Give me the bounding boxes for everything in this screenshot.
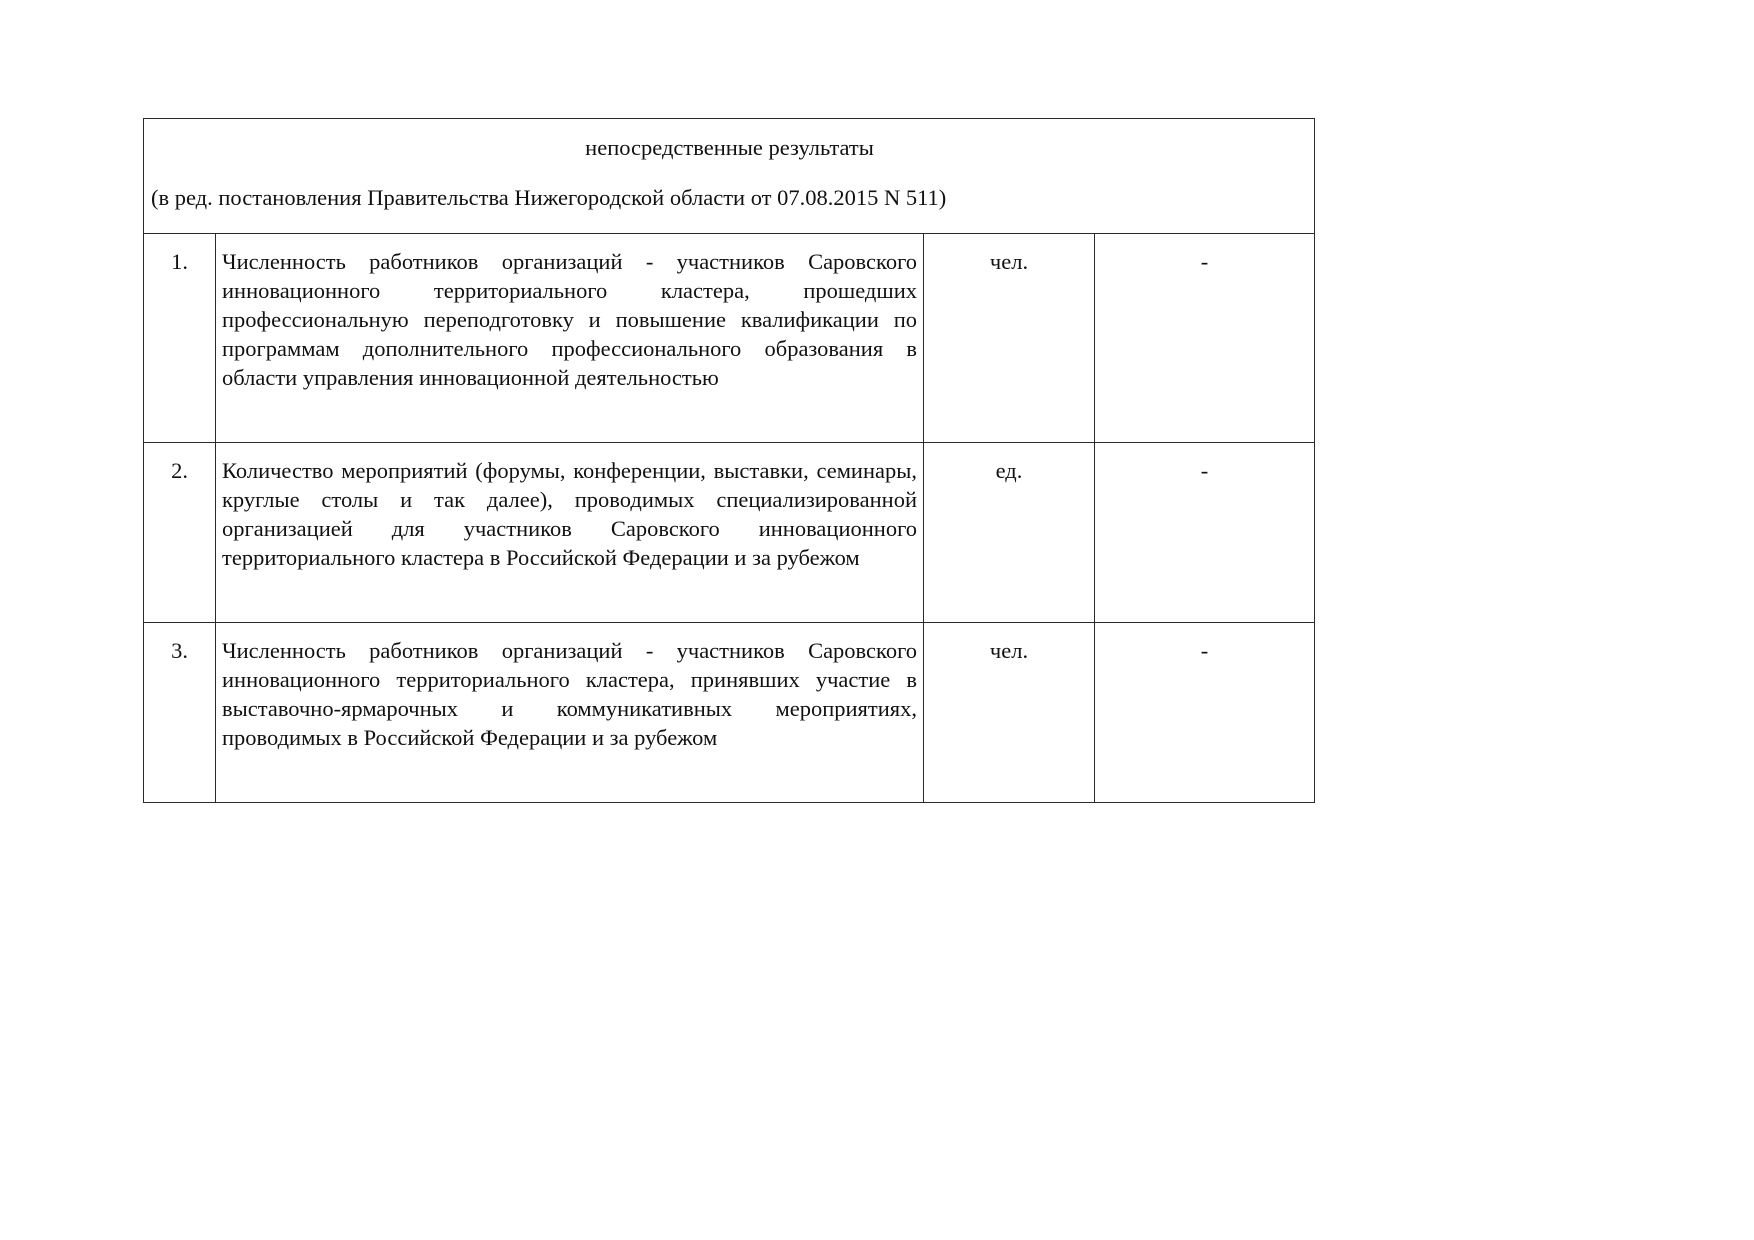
row-value: - (1095, 234, 1315, 443)
table-row (144, 443, 1315, 623)
results-table (143, 118, 1315, 803)
row-unit: чел. (924, 623, 1095, 803)
row-description: Численность работников организаций - участников Саровского инновационного территориального кластера, прошедших профессиональную переподготовку и повышение квалификации по программам дополнительного профессионального образования в области управления инновационной деятельностью (216, 234, 924, 443)
row-number: 3. (144, 623, 216, 803)
section-title: непосредственные результаты (585, 135, 874, 160)
row-number: 1. (144, 234, 216, 443)
table-header-row (144, 119, 1315, 234)
table-row (144, 234, 1315, 443)
row-number: 2. (144, 443, 216, 623)
row-description: Численность работников организаций - участников Саровского инновационного территориального кластера, принявших участие в выставочно-ярмарочных и коммуникативных мероприятиях, проводимых в Российской Федерации и за рубежом (216, 623, 924, 803)
row-value: - (1095, 623, 1315, 803)
table-header-cell (144, 119, 1315, 234)
row-unit: чел. (924, 234, 1095, 443)
row-unit: ед. (924, 443, 1095, 623)
table-row (144, 623, 1315, 803)
row-description: Количество мероприятий (форумы, конференции, выставки, семинары, круглые столы и так далее), проводимых специализированной организацией для участников Саровского инновационного территориального кластера в Российской Федерации и за рубежом (216, 443, 924, 623)
amendment-note: (в ред. постановления Правительства Нижегородской области от 07.08.2015 N 511) (151, 185, 947, 210)
row-value: - (1095, 443, 1315, 623)
